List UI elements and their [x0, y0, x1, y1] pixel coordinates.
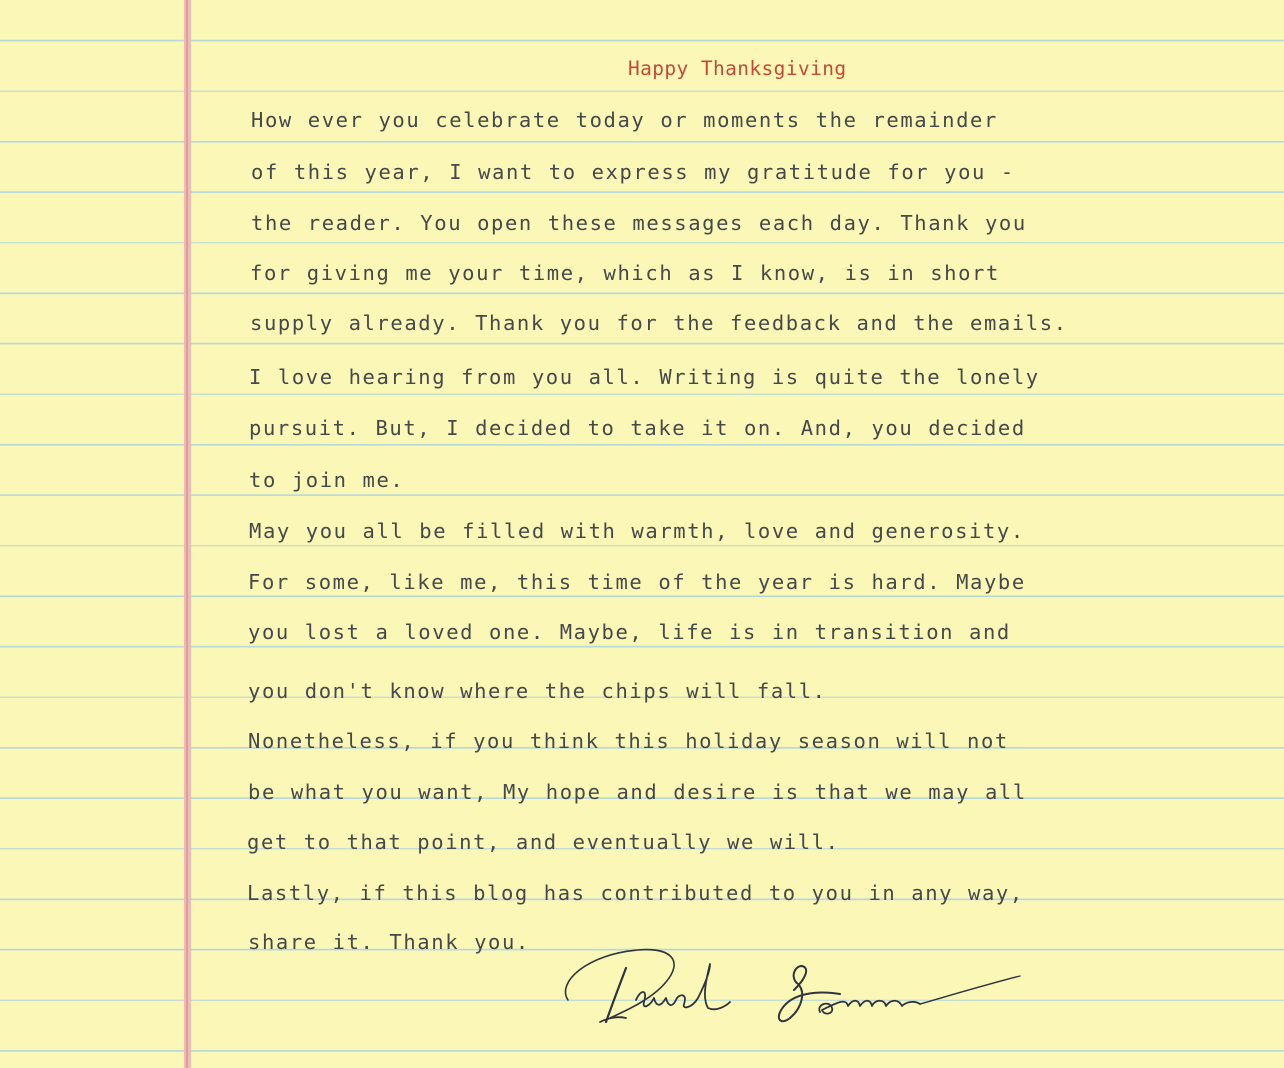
- letter-line: you lost a loved one. Maybe, life is in transition and: [248, 620, 1011, 644]
- letter-line: May you all be filled with warmth, love and generosity.: [249, 519, 1025, 543]
- signature-d-base: [600, 1017, 626, 1022]
- letter-line: pursuit. But, I decided to take it on. And, you decided: [249, 416, 1026, 440]
- letter-line: be what you want, My hope and desire is that we may all: [248, 780, 1027, 804]
- letter-line: I love hearing from you all. Writing is quite the lonely: [249, 365, 1040, 389]
- signature: [548, 942, 1028, 1042]
- letter-line: of this year, I want to express my gratitude for you -: [251, 160, 1015, 184]
- signature-oman: [819, 1001, 920, 1014]
- letter-line: Lastly, if this blog has contributed to you in any way,: [247, 881, 1024, 905]
- signature-tail: [920, 976, 1020, 1004]
- signature-aniel: [636, 964, 730, 1009]
- letter-line: for giving me your time, which as I know, is in short: [250, 261, 1000, 285]
- letter-line: share it. Thank you.: [248, 930, 530, 954]
- signature-d-stem: [606, 968, 626, 1022]
- letter-line: the reader. You open these messages each day. Thank you: [251, 211, 1027, 235]
- letter-line: to join me.: [249, 468, 405, 492]
- letter-line: you don't know where the chips will fall.: [248, 679, 827, 703]
- letter-line: How ever you celebrate today or moments the remainder: [251, 108, 998, 132]
- letter-line: For some, like me, this time of the year is hard. Maybe: [248, 570, 1026, 594]
- letter-line: supply already. Thank you for the feedback and the emails.: [250, 311, 1068, 335]
- red-margin-line: [184, 0, 191, 1068]
- letter-line: Nonetheless, if you think this holiday season will not: [248, 729, 1009, 753]
- letter-line: get to that point, and eventually we will.: [247, 830, 840, 854]
- letter-title: Happy Thanksgiving: [628, 57, 847, 80]
